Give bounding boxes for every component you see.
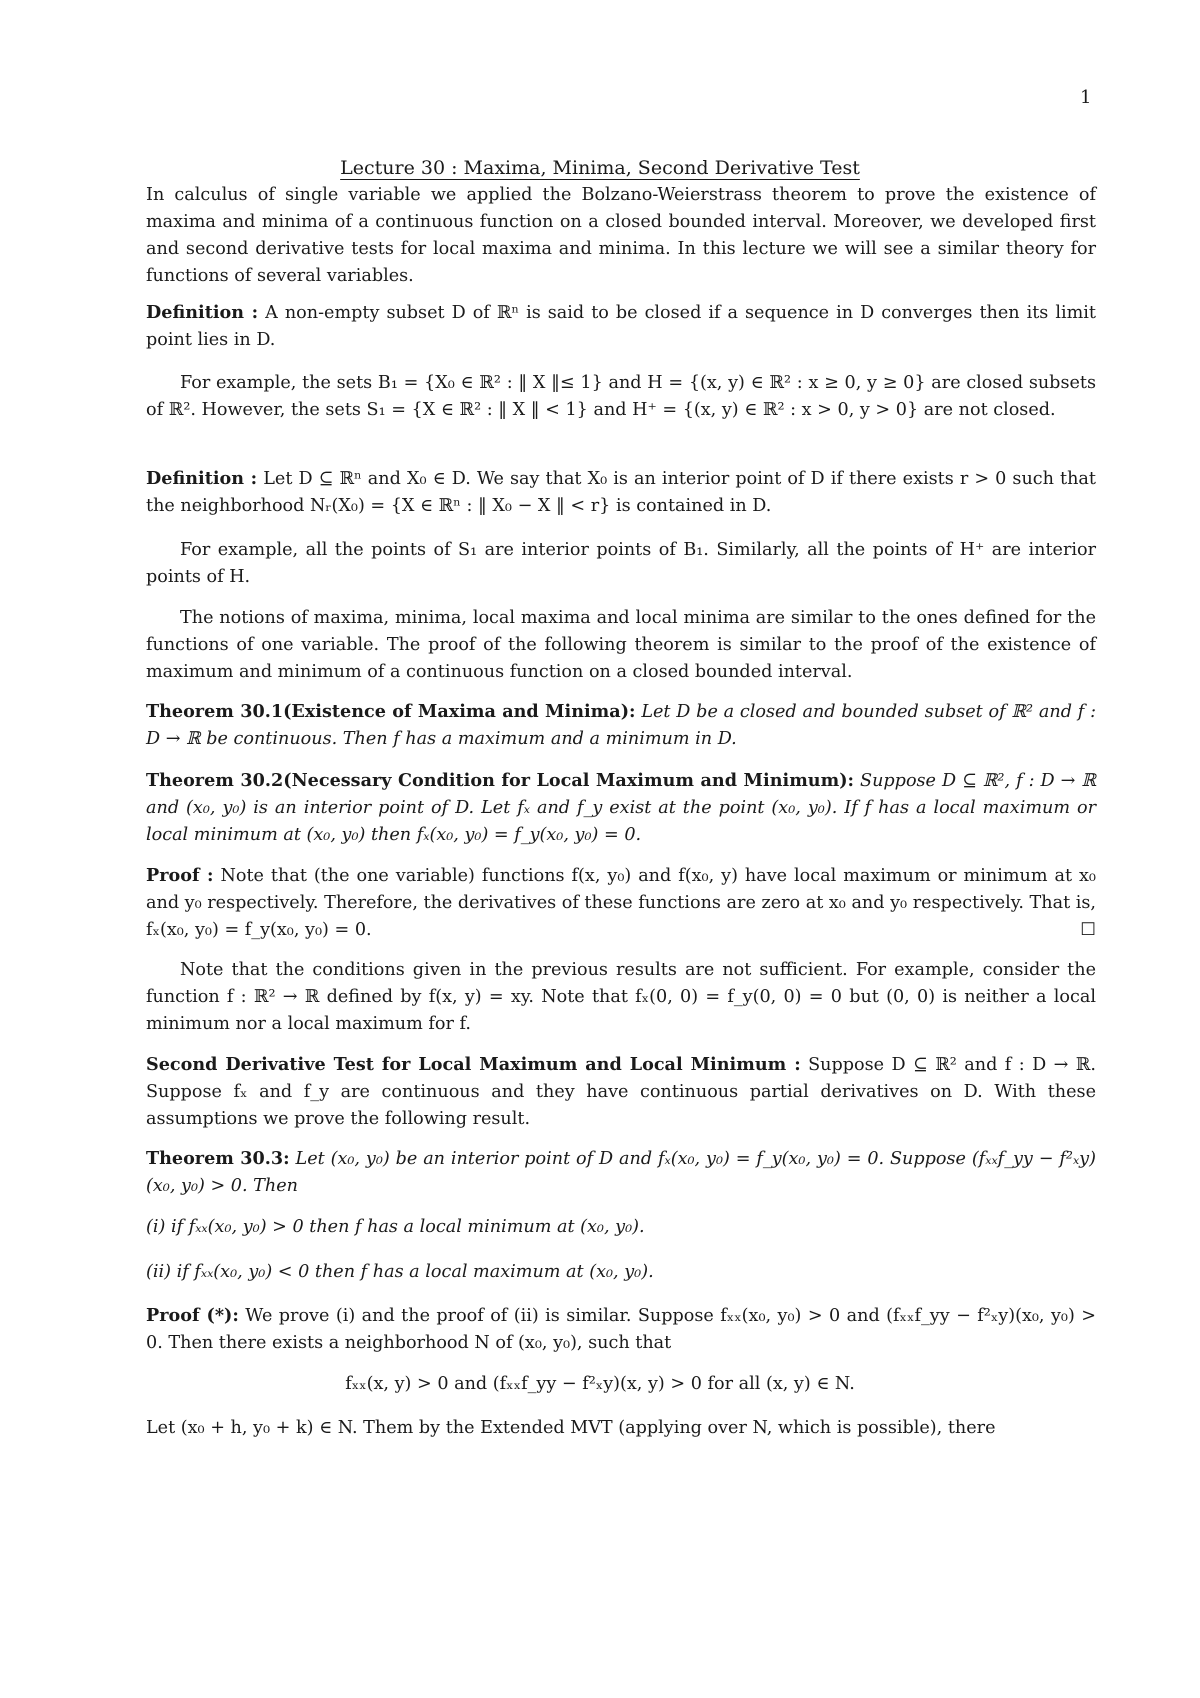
definition-interior-point bbox=[146, 465, 1096, 520]
notions-paragraph: The notions of maxima, minima, local maxima and local minima are similar to the ones defined for the functions of one variable. The proof of the following theorem is similar to the proof of the existence of maximum and minimum of a continuous function on a closed bounded interval. bbox=[146, 608, 1096, 682]
proof-label: Proof (*): bbox=[146, 1305, 239, 1326]
second-derivative-test bbox=[146, 1051, 1096, 1133]
theorem-label: Theorem 30.2(Necessary Condition for Local Maximum and Minimum): bbox=[146, 770, 855, 791]
qed-symbol: ☐ bbox=[1080, 920, 1096, 940]
proof-text: We prove (i) and the proof of (ii) is similar. Suppose fₓₓ(x₀, y₀) > 0 and (fₓₓf_yy − f²ₓy)(x₀, y₀) > 0. Then there exists a neighborhood N of (x₀, y₀), such that bbox=[146, 1306, 1096, 1353]
theorem-text: Let (x₀, y₀) be an interior point of D and fₓ(x₀, y₀) = f_y(x₀, y₀) = 0. Suppose (fₓₓf_yy − f²ₓy)(x₀, y₀) > 0. Then bbox=[146, 1149, 1096, 1196]
theorem-30-2 bbox=[146, 767, 1096, 849]
section-label: Second Derivative Test for Local Maximum and Local Minimum : bbox=[146, 1054, 801, 1075]
proof-theorem-30-3 bbox=[146, 1302, 1096, 1357]
theorem-30-3 bbox=[146, 1145, 1096, 1200]
display-equation: fₓₓ(x, y) > 0 and (fₓₓf_yy − f²ₓy)(x, y) > 0 for all (x, y) ∈ N. bbox=[345, 1374, 855, 1394]
note-paragraph: Note that the conditions given in the previous results are not sufficient. For example, consider the function f : ℝ² → ℝ defined by f(x, y) = xy. Note that fₓ(0, 0) = f_y(0, 0) = 0 but (0, 0) is neither a local minimum nor a local maximum for f. bbox=[146, 960, 1096, 1034]
page-title bbox=[0, 155, 1200, 182]
example-interior-points: For example, all the points of S₁ are interior points of B₁. Similarly, all the points of H⁺ are interior points of H. bbox=[146, 540, 1096, 587]
definition-label: Definition : bbox=[146, 302, 259, 323]
proof-theorem-30-2 bbox=[146, 862, 1096, 944]
case-ii: (ii) if fₓₓ(x₀, y₀) < 0 then f has a local maximum at (x₀, y₀). bbox=[146, 1262, 654, 1282]
example-closed-sets: For example, the sets B₁ = {X₀ ∈ ℝ² : ‖ X ‖≤ 1} and H = {(x, y) ∈ ℝ² : x ≥ 0, y ≥ 0} are closed subsets of ℝ². However, the sets S₁ = {X ∈ ℝ² : ‖ X ‖ < 1} and H⁺ = {(x, y) ∈ ℝ² : x > 0, y > 0} are not closed. bbox=[146, 373, 1096, 420]
case-i: (i) if fₓₓ(x₀, y₀) > 0 then f has a local minimum at (x₀, y₀). bbox=[146, 1217, 645, 1237]
page-number: 1 bbox=[1080, 87, 1092, 108]
definition-closed bbox=[146, 299, 1096, 354]
last-line: Let (x₀ + h, y₀ + k) ∈ N. Them by the Extended MVT (applying over N, which is possible), there bbox=[146, 1418, 996, 1438]
theorem-text: Suppose D ⊆ ℝ², f : D → ℝ and (x₀, y₀) is an interior point of D. Let fₓ and f_y exist at the point (x₀, y₀). If f has a local maximum or local minimum at (x₀, y₀) then fₓ(x₀, y₀) = f_y(x₀, y₀) = 0. bbox=[146, 771, 1096, 845]
proof-text: Note that (the one variable) functions f(x, y₀) and f(x₀, y) have local maximum or minimum at x₀ and y₀ respectively. Therefore, the derivatives of these functions are zero at x₀ and y₀ respectively. That is, fₓ(x₀, y₀) = f_y(x₀, y₀) = 0. bbox=[146, 866, 1097, 940]
intro-paragraph: In calculus of single variable we applied the Bolzano-Weierstrass theorem to prove the existence of maxima and minima of a continuous function on a closed bounded interval. Moreover, we developed first and second derivative tests for local maxima and minima. In this lecture we will see a similar theory for functions of several variables. bbox=[146, 185, 1096, 286]
definition-label: Definition : bbox=[146, 468, 258, 489]
definition-text: A non-empty subset D of ℝⁿ is said to be closed if a sequence in D converges then its limit point lies in D. bbox=[146, 303, 1096, 350]
proof-label: Proof : bbox=[146, 865, 214, 886]
theorem-text: Let D be a closed and bounded subset of ℝ² and f : D → ℝ be continuous. Then f has a maximum and a minimum in D. bbox=[146, 702, 1096, 749]
theorem-label: Theorem 30.1(Existence of Maxima and Minima): bbox=[146, 701, 636, 722]
theorem-label: Theorem 30.3: bbox=[146, 1148, 290, 1169]
theorem-30-1 bbox=[146, 698, 1096, 753]
section-text: Suppose D ⊆ ℝ² and f : D → ℝ. Suppose fₓ and f_y are continuous and they have continuous partial derivatives on D. With these assumptions we prove the following result. bbox=[146, 1055, 1096, 1129]
definition-text: Let D ⊆ ℝⁿ and X₀ ∈ D. We say that X₀ is an interior point of D if there exists r > 0 such that the neighborhood Nᵣ(X₀) = {X ∈ ℝⁿ : ‖ X₀ − X ‖ < r} is contained in D. bbox=[146, 469, 1096, 516]
title-text: Lecture 30 : Maxima, Minima, Second Derivative Test bbox=[340, 157, 860, 179]
